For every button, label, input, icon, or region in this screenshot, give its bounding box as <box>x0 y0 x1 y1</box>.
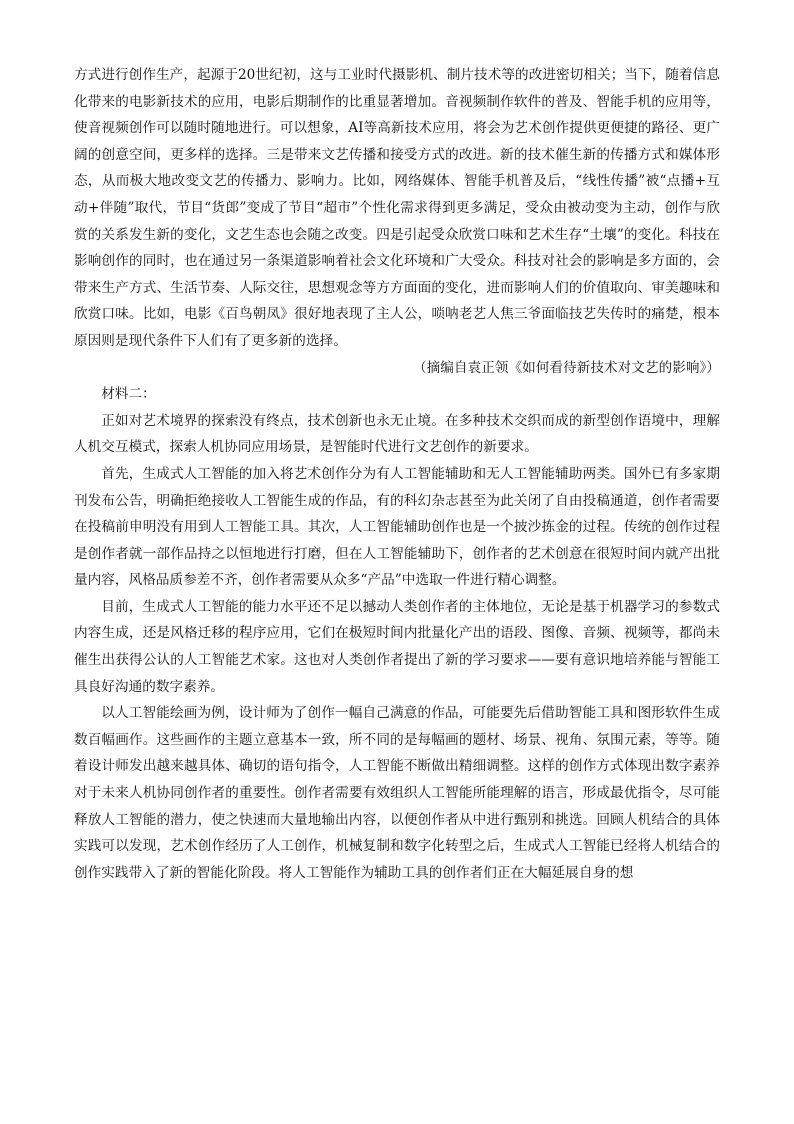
body-paragraph: 正如对艺术境界的探索没有终点，技术创新也永无止境。在多种技术交织而成的新型创作语境中，理解人机交互模式，探索人机协同应用场景，是智能时代进行文艺创作的新要求。 <box>74 412 720 456</box>
section-label: 材料二： <box>101 386 156 403</box>
body-paragraph: 首先，生成式人工智能的加入将艺术创作分为有人工智能辅助和无人工智能辅助两类。国外已有多家期刊发布公告，明确拒绝接收人工智能生成的作品，有的科幻杂志甚至为此关闭了自由投稿通道，创作者需要在投稿前申明没有用到人工智能工具。其次，人工智能辅助创作也是一个披沙拣金的过程。传统的创作过程是创作者就一部作品持之以恒地进行打磨，但在人工智能辅助下，创作者的艺术创意在很短时间内就产出批量内容，风格品质参差不齐，创作者需要从众多“产品”中选取一件进行精心调整。 <box>74 465 720 589</box>
document-page <box>74 62 720 886</box>
body-paragraph: 以人工智能绘画为例，设计师为了创作一幅自己满意的作品，可能要先后借助智能工具和图形软件生成数百幅画作。这些画作的主题立意基本一致，所不同的是每幅画的题材、场景、视角、氛围元素，等等。随着设计师发出越来越具体、确切的语句指令，人工智能不断做出精细调整。这样的创作方式体现出数字素养对于未来人机协同创作者的重要性。创作者需要有效组织人工智能所能理解的语言，形成最优指令，尽可能释放人工智能的潜力，使之快速而大量地输出内容，以便创作者从中进行甄别和挑选。回顾人机结合的具体实践可以发现，艺术创作经历了人工创作，机械复制和数字化转型之后，生成式人工智能已经将人机结合的创作实践带入了新的智能化阶段。将人工智能作为辅助工具的创作者们正在大幅延展自身的想 <box>74 705 720 881</box>
source-citation: （摘编自袁正领《如何看待新技术对文艺的影响》） <box>412 359 720 376</box>
continuation-paragraph: 方式进行创作生产，起源于20世纪初，这与工业时代摄影机、制片技术等的改进密切相关；当下，随着信息化带来的电影新技术的应用，电影后期制作的比重显著增加。音视频制作软件的普及、智能手机的应用等，使音视频创作可以随时随地进行。可以想象，AI等高新技术应用，将会为艺术创作提供更便捷的路径、更广阔的创意空间，更多样的选择。三是带来文艺传播和接受方式的改进。新的技术催生新的传播方式和媒体形态，从而极大地改变文艺的传播力、影响力。比如，网络媒体、智能手机普及后，“线性传播”被“点播+互动+伴随”取代，节目“货郎”变成了节目“超市”个性化需求得到更多满足，受众由被动变为主动，创作与欣赏的关系发生新的变化，文艺生态也会随之改变。四是引起受众欣赏口味和艺术生存“土壤”的变化。科技在影响创作的同时，也在通过另一条渠道影响着社会文化环境和广大受众。科技对社会的影响是多方面的，会带来生产方式、生活节奏、人际交往，思想观念等方方面面的变化，进而影响人们的价值取向、审美趣味和欣赏口味。比如，电影《百鸟朝凤》很好地表现了主人公，唢呐老艺人焦三爷面临技艺失传时的痛楚，根本原因则是现代条件下人们有了更多新的选择。 <box>74 67 720 349</box>
body-paragraph: 目前，生成式人工智能的能力水平还不足以撼动人类创作者的主体地位，无论是基于机器学习的参数式内容生成，还是风格迁移的程序应用，它们在极短时间内批量化产出的语段、图像、音频、视频等，都尚未催生出获得公认的人工智能艺术家。这也对人类创作者提出了新的学习要求——要有意识地培养能与智能工具良好沟通的数字素养。 <box>74 598 720 695</box>
